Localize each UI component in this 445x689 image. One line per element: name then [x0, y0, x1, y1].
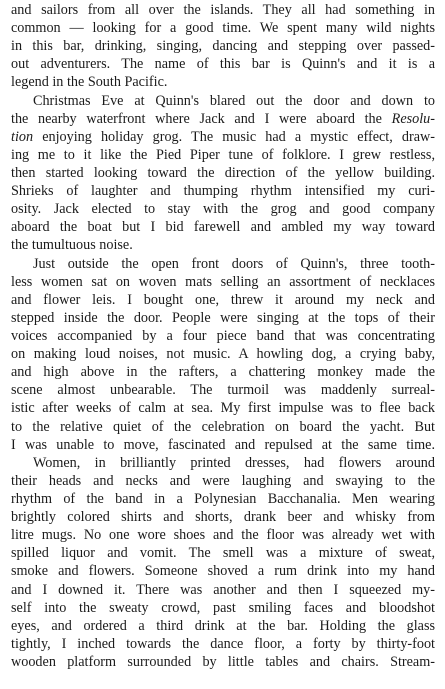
book-page [11, 1, 435, 671]
text-line: on making loud noises, not music. A howling dog, a crying baby, [11, 346, 435, 363]
text-line: and flower leis. I bought one, threw it around my neck and [11, 291, 435, 308]
text-line: tightly, I inched towards the dance floor, a forty by thirty-foot [11, 635, 435, 652]
text-line: legend in the South Pacific. [11, 74, 168, 91]
text-line: Shrieks of laughter and thumping rhythm intensified my curi- [11, 183, 435, 200]
text-line: spilled liquor and vomit. The smell was a mixture of sweat, [11, 545, 435, 562]
text-line: Women, in brilliantly printed dresses, had flowers around [33, 454, 435, 471]
text-line: brightly colored shirts and shorts, drank beer and whisky from [11, 509, 435, 526]
text-line: istic after weeks of calm at sea. My first impulse was to flee back [11, 400, 435, 417]
text-line: ing me to it like the Pied Piper tune of folklore. I grew restless, [11, 146, 435, 163]
text-line [11, 128, 435, 146]
text-line: I was unable to move, fascinated and repulsed at the same time. [11, 436, 435, 453]
text-line: to the relative quiet of the celebration on board the yacht. But [11, 418, 435, 435]
paragraph-1 [11, 1, 435, 92]
boat-name: Resolu- [391, 110, 435, 127]
boat-name: tion [11, 128, 34, 145]
text-line: osity. Jack elected to stay with the grog and good company [11, 201, 435, 218]
text-line: common — looking for a good time. We spent many wild nights [11, 20, 435, 37]
text-line: and high above in the rafters, a chattering monkey made the [11, 364, 435, 381]
text-line: Christmas Eve at Quinn's blared out the door and down to [33, 92, 435, 109]
text-line: rhythm of the band in a Polynesian Bacchanalia. Men wearing [11, 490, 435, 507]
text-line: self into the sweaty crowd, past smiling faces and bloodshot [11, 599, 435, 616]
text-line: scene almost unbearable. The turmoil was maddenly surreal- [11, 382, 435, 399]
text-line [11, 110, 435, 128]
text-line: then started looking toward the direction of the yellow building. [11, 164, 435, 181]
text-segment: enjoying holiday grog. The music had a mystic effect, draw- [33, 128, 435, 145]
text-line: the tumultuous noise. [11, 237, 133, 254]
paragraph-3 [11, 255, 435, 454]
text-line: and sailors from all over the islands. They all had something in [11, 2, 435, 18]
text-segment: the nearby waterfront where Jack and I were aboard the [11, 110, 392, 127]
text-line: their heads and necks and were laughing and swaying to the [11, 472, 435, 489]
text-line: voices accompanied by a four piece band that was concentrating [11, 327, 435, 344]
text-line: aboard the boat but I bid farewell and ambled my way toward [11, 219, 435, 236]
paragraph-4 [11, 454, 435, 671]
text-line: stepped inside the door. People were singing at the tops of their [11, 309, 435, 326]
text-line: litre mugs. No one wore shoes and the floor was already wet with [11, 527, 435, 544]
text-line: and I downed it. There was another and then I squeezed my- [11, 581, 435, 598]
text-line: in this bar, drinking, singing, dancing and stepping over passed- [11, 38, 435, 55]
paragraph-2 [11, 92, 435, 255]
text-line: out adventurers. The name of this bar is Quinn's and it is a [11, 56, 435, 73]
text-line: wooden platform surrounded by little tables and chairs. Stream- [11, 653, 435, 670]
text-line: Just outside the open front doors of Quinn's, three tooth- [33, 255, 435, 272]
text-line: less women sat on woven mats selling an assortment of necklaces [11, 273, 435, 290]
text-line: eyes, and ordered a third drink at the bar. Holding the glass [11, 617, 435, 634]
text-line: smoke and flowers. Someone shoved a rum drink into my hand [11, 563, 435, 580]
